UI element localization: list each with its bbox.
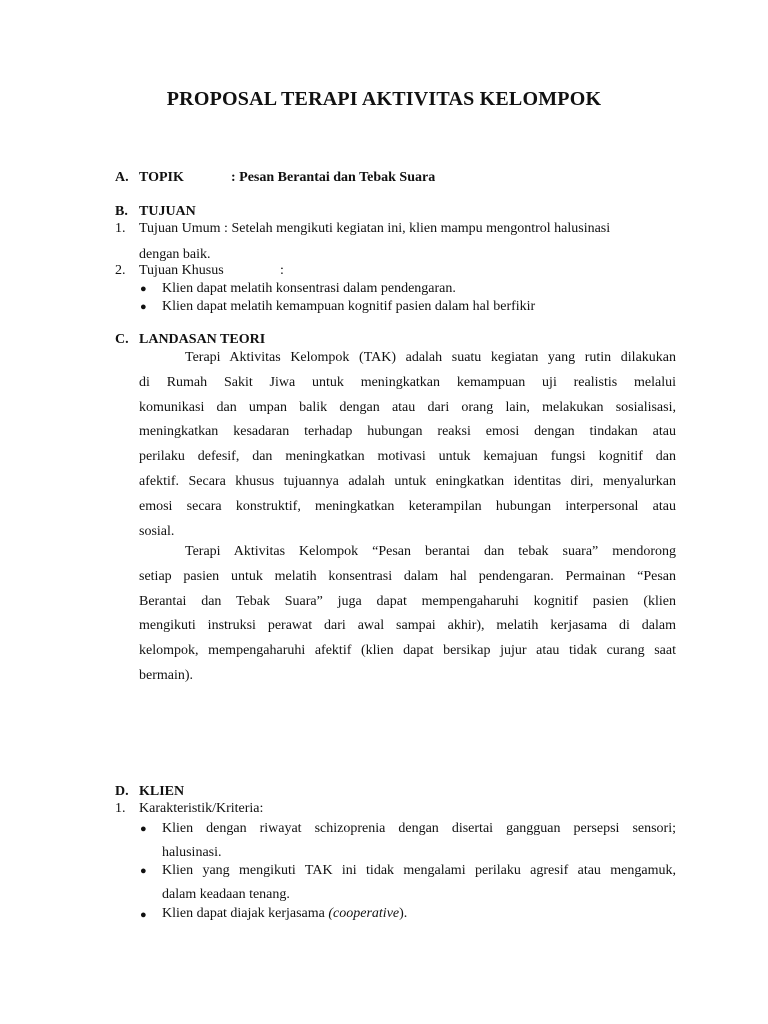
paragraph-line: afektif. Secara khusus tujuannya adalah untuk eningkatkan identitas diri, menyalurkan [139,473,676,489]
bullet-3-suffix: ). [399,906,408,921]
bullet-line: dalam keadaan tenang. [162,887,290,902]
landasan-teori-paragraph-2 [139,540,676,689]
tujuan-umum-number: 1. [115,221,126,236]
paragraph-line: meningkatkan kesadaran terhadap hubungan reaksi emosi dengan tindakan atau [139,424,676,440]
bullet-icon: ● [140,865,147,877]
bullet-line: halusinasi. [162,845,222,860]
section-a-heading [115,170,184,186]
paragraph-line: perilaku defesif, dan meningkatkan motivasi untuk kemajuan fungsi kognitif dan [139,449,676,465]
section-b-letter: B. [115,204,128,219]
tujuan-khusus-number: 2. [115,263,126,278]
document-title: PROPOSAL TERAPI AKTIVITAS KELOMPOK [166,88,602,110]
paragraph-line: bermain). [139,667,194,683]
section-b-heading [115,204,196,220]
tujuan-khusus-colon: : [280,263,284,278]
section-b-label: TUJUAN [139,204,196,219]
bullet-icon: ● [140,909,147,921]
section-a-label: TOPIK [139,170,184,185]
section-d-letter: D. [115,784,129,799]
tujuan-khusus-bullet-2: Klien dapat melatih kemampuan kognitif pasien dalam hal berfikir [162,299,536,314]
bullet-line: Klien yang mengikuti TAK ini tidak mengalami perilaku agresif atau mengamuk, [162,863,676,878]
paragraph-line: setiap pasien untuk melatih konsentrasi dalam hal pendengaran. Permainan “Pesan [139,568,676,584]
paragraph-line: sosial. [139,523,175,539]
bullet-3-prefix: Klien dapat diajak kerjasama [162,906,329,921]
kriteria-bullet-3 [162,906,407,922]
paragraph-line: komunikasi dan umpan balik dengan atau dari orang lain, melakukan sosialisasi, [139,399,676,415]
paragraph-line: Terapi Aktivitas Kelompok (TAK) adalah suatu kegiatan yang rutin dilakukan [185,350,676,365]
paragraph-line: Terapi Aktivitas Kelompok “Pesan berantai dan tebak suara” mendorong [185,544,676,559]
bullet-3-italic: (cooperative [328,906,400,921]
bullet-icon: ● [140,283,147,295]
bullet-icon: ● [140,301,147,313]
topic-value: : Pesan Berantai dan Tebak Suara [231,170,436,185]
section-c-label: LANDASAN TEORI [139,332,266,347]
paragraph-line: emosi secara konstruktif, meningkatkan keterampilan hubungan interpersonal atau [139,498,676,514]
paragraph-line: kelompok, mempengaharuhi afektif (klien dapat bersikap jujur atau tidak curang saat [139,643,676,659]
paragraph-line: mengikuti instruksi perawat dari awal sampai akhir), melatih kerjasama di dalam [139,618,676,634]
section-a-letter: A. [115,170,129,185]
section-d-label: KLIEN [139,784,185,799]
paragraph-line: di Rumah Sakit Jiwa untuk meningkatkan kemampuan uji realistis melalui [139,374,676,390]
tujuan-umum-line2: dengan baik. [139,247,211,262]
section-d-heading [115,784,184,800]
landasan-teori-paragraph-1 [139,346,676,544]
kriteria-number: 1. [115,801,126,816]
kriteria-bullet-1 [162,817,676,865]
kriteria-bullet-2 [162,859,676,907]
bullet-icon: ● [140,823,147,835]
kriteria-label: Karakteristik/Kriteria: [139,801,264,816]
tujuan-umum-line1: Tujuan Umum : Setelah mengikuti kegiatan ini, klien mampu mengontrol halusinasi [139,221,611,236]
paragraph-line: Berantai dan Tebak Suara” juga dapat mempengaharuhi kognitif pasien (klien [139,593,676,609]
tujuan-khusus-bullet-1: Klien dapat melatih konsentrasi dalam pendengaran. [162,281,456,296]
bullet-line: Klien dengan riwayat schizoprenia dengan disertai gangguan persepsi sensori; [162,821,676,836]
tujuan-khusus-label: Tujuan Khusus [139,263,224,278]
section-c-letter: C. [115,332,129,347]
